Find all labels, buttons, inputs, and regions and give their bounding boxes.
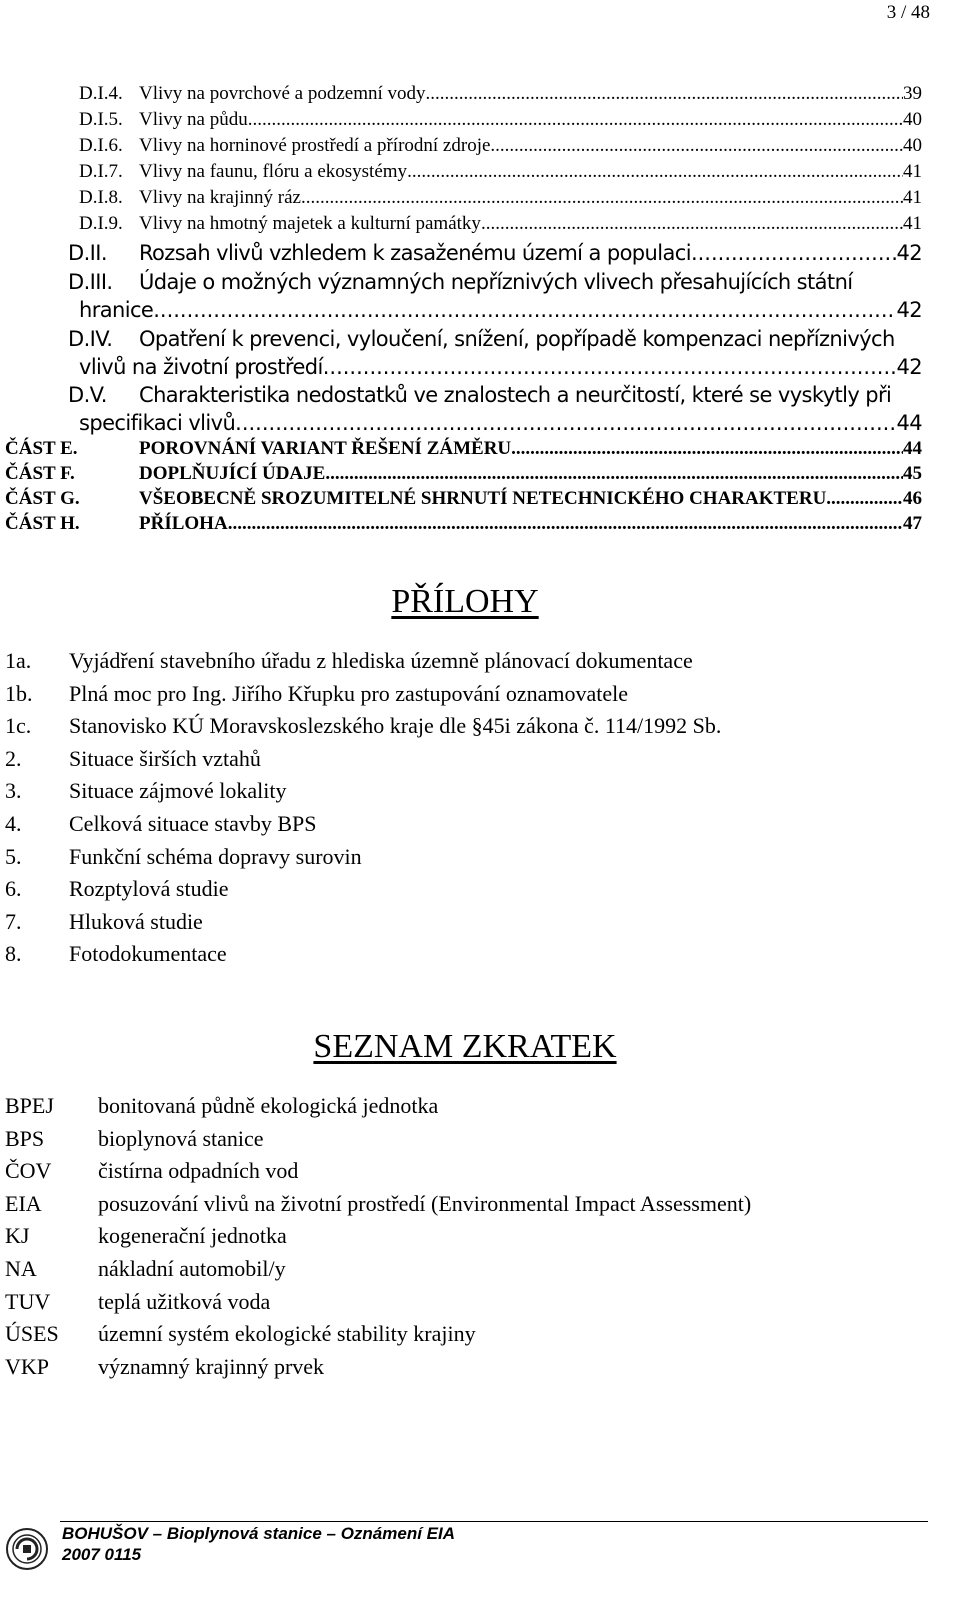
toc-entry-leader-row <box>139 510 922 538</box>
toc-entry-page: 45 <box>903 463 922 484</box>
toc-entry-leader-row <box>139 106 922 134</box>
toc-entry-leader-row <box>79 409 922 437</box>
toc-entry-title-continued: vlivů na životní prostředí <box>79 355 323 379</box>
toc-entry-title: VŠEOBECNĚ SROZUMITELNÉ SHRNUTÍ NETECHNICKÉHO CHARAKTERU <box>139 488 827 509</box>
toc-entry-title: PŘÍLOHA <box>139 513 228 534</box>
toc-entry-page: 41 <box>903 213 922 234</box>
toc-entry-title: Rozsah vlivů vzhledem k zasaženému území a populaci <box>139 241 691 265</box>
toc-entry-title: Vlivy na půdu <box>139 109 248 130</box>
toc-entry-number: ČÁST G. <box>5 488 80 509</box>
toc-entry-title-continued: specifikaci vlivů <box>79 411 236 435</box>
attachment-text: Situace širších vztahů <box>69 745 261 771</box>
toc-leader-dots <box>826 485 903 513</box>
toc-entry-title-continued: hranice <box>79 298 154 322</box>
toc-entry-number: D.I.7. <box>79 161 123 182</box>
toc-entry-page: 42 <box>896 241 922 265</box>
toc-entry-number: ČÁST E. <box>5 438 78 459</box>
toc-entry-page: 42 <box>896 355 922 379</box>
toc-entry-number: D.I.6. <box>79 135 123 156</box>
footer-code: 2007 0115 <box>62 1545 142 1564</box>
attachment-code: 1b. <box>5 680 33 706</box>
toc-entry-leader-row <box>139 210 922 238</box>
toc-leader-dots <box>248 106 903 134</box>
toc-leader-dots <box>426 80 903 108</box>
abbreviation-key: ÚSES <box>5 1321 59 1347</box>
toc-entry-number: D.I.9. <box>79 213 123 234</box>
abbreviations-heading: SEZNAM ZKRATEK <box>313 1028 617 1065</box>
abbreviation-definition: významný krajinný prvek <box>98 1353 325 1379</box>
toc-entry-leader-row <box>139 460 922 488</box>
company-seal-icon <box>5 1527 49 1571</box>
page-number: 3 / 48 <box>886 2 930 23</box>
abbreviation-key: NA <box>5 1256 37 1281</box>
footer-rule <box>60 1521 928 1522</box>
toc-entry-page: 46 <box>903 488 922 509</box>
abbreviation-definition: nákladní automobil/y <box>98 1256 286 1281</box>
toc-entry-title: Vlivy na krajinný ráz <box>139 187 301 208</box>
toc-entry-title: POROVNÁNÍ VARIANT ŘEŠENÍ ZÁMĚRU <box>139 438 512 459</box>
toc-entry-page: 42 <box>896 298 922 322</box>
toc-entry-leader-row <box>139 132 922 160</box>
toc-leader-dots <box>511 435 903 463</box>
attachment-text: Funkční schéma dopravy surovin <box>69 843 362 869</box>
toc-leader-dots <box>691 239 897 267</box>
abbreviation-key: TUV <box>5 1288 51 1314</box>
attachments-heading: PŘÍLOHY <box>391 583 539 620</box>
toc-leader-dots <box>490 132 903 160</box>
attachment-text: Rozptylová studie <box>69 876 229 902</box>
toc-entry-leader-row <box>139 158 922 186</box>
toc-leader-dots <box>301 184 903 212</box>
toc-leader-dots <box>407 158 903 186</box>
attachment-text: Situace zájmové lokality <box>69 778 287 804</box>
attachment-code: 1a. <box>5 648 32 673</box>
toc-entry-page: 40 <box>903 135 922 156</box>
toc-leader-dots <box>153 296 896 324</box>
attachment-code: 2. <box>5 745 22 771</box>
toc-entry-leader-row <box>139 485 922 513</box>
toc-entry-leader-row <box>79 353 922 381</box>
abbreviation-key: VKP <box>5 1353 50 1379</box>
toc-entry-title: Vlivy na povrchové a podzemní vody <box>139 83 426 104</box>
abbreviation-key: BPS <box>5 1125 45 1151</box>
attachment-text: Celková situace stavby BPS <box>69 811 317 836</box>
attachment-code: 5. <box>5 843 22 869</box>
attachment-code: 4. <box>5 811 22 836</box>
toc-entry-title: Vlivy na horninové prostředí a přírodní zdroje <box>139 135 491 156</box>
attachment-code: 8. <box>5 941 22 967</box>
toc-entry-number: D.III. <box>68 270 113 294</box>
toc-entry-number: D.II. <box>68 241 107 265</box>
toc-entry-number: D.IV. <box>68 327 113 351</box>
toc-entry-page: 41 <box>903 187 922 208</box>
toc-entry-number: D.V. <box>68 383 107 407</box>
toc-entry-page: 44 <box>896 411 922 435</box>
attachment-code: 6. <box>5 876 22 902</box>
toc-leader-dots <box>323 353 897 381</box>
toc-entry-page: 39 <box>903 83 922 104</box>
toc-entry-leader-row <box>79 296 922 324</box>
toc-entry-title: DOPLŇUJÍCÍ ÚDAJE <box>139 463 326 484</box>
abbreviation-definition: čistírna odpadních vod <box>98 1158 299 1184</box>
toc-leader-dots <box>325 460 903 488</box>
attachment-code: 7. <box>5 908 22 934</box>
toc-entry-number: ČÁST H. <box>5 513 80 534</box>
abbreviation-definition: teplá užitková voda <box>98 1288 271 1314</box>
abbreviation-definition: kogenerační jednotka <box>98 1223 287 1249</box>
toc-entry-page: 41 <box>903 161 922 182</box>
abbreviation-key: BPEJ <box>5 1093 54 1118</box>
toc-leader-dots <box>228 510 903 538</box>
footer-title: BOHUŠOV – Bioplynová stanice – Oznámení EIA <box>62 1524 455 1543</box>
toc-entry-number: D.I.8. <box>79 187 123 208</box>
attachment-text: Stanovisko KÚ Moravskoslezského kraje dle §45i zákona č. 114/1992 Sb. <box>69 713 722 739</box>
attachment-text: Plná moc pro Ing. Jiřího Křupku pro zastupování oznamovatele <box>69 680 629 706</box>
abbreviation-key: EIA <box>5 1190 42 1216</box>
attachment-text: Hluková studie <box>69 908 203 934</box>
abbreviation-key: ČOV <box>5 1158 52 1184</box>
toc-entry-title: Opatření k prevenci, vyloučení, snížení, popřípadě kompenzaci nepříznivých <box>139 327 895 351</box>
toc-entry-number: D.I.5. <box>79 109 123 130</box>
toc-entry-page: 47 <box>903 513 922 534</box>
toc-entry-title: Údaje o možných významných nepříznivých vlivech přesahujících státní <box>139 270 853 294</box>
toc-entry-number: ČÁST F. <box>5 463 75 484</box>
toc-entry-title: Charakteristika nedostatků ve znalostech a neurčitostí, které se vyskytly při <box>139 383 892 407</box>
toc-entry-title: Vlivy na faunu, flóru a ekosystémy <box>139 161 408 182</box>
abbreviation-key: KJ <box>5 1223 30 1249</box>
toc-entry-leader-row <box>139 80 922 108</box>
abbreviation-definition: územní systém ekologické stability krajiny <box>98 1321 476 1347</box>
abbreviation-definition: posuzování vlivů na životní prostředí (Environmental Impact Assessment) <box>98 1190 752 1216</box>
toc-entry-leader-row <box>139 184 922 212</box>
toc-entry-leader-row <box>139 239 922 267</box>
toc-entry-number: D.I.4. <box>79 83 123 104</box>
toc-entry-title: Vlivy na hmotný majetek a kulturní památky <box>139 213 481 234</box>
toc-leader-dots <box>235 409 896 437</box>
attachment-text: Fotodokumentace <box>69 941 227 967</box>
abbreviation-definition: bioplynová stanice <box>98 1125 264 1151</box>
toc-entry-page: 40 <box>903 109 922 130</box>
toc-leader-dots <box>481 210 903 238</box>
toc-entry-leader-row <box>139 435 922 463</box>
attachment-code: 3. <box>5 778 22 804</box>
attachment-text: Vyjádření stavebního úřadu z hlediska územně plánovací dokumentace <box>69 648 693 673</box>
abbreviation-definition: bonitovaná půdně ekologická jednotka <box>98 1093 439 1118</box>
toc-entry-page: 44 <box>903 438 922 459</box>
attachment-code: 1c. <box>5 713 32 739</box>
